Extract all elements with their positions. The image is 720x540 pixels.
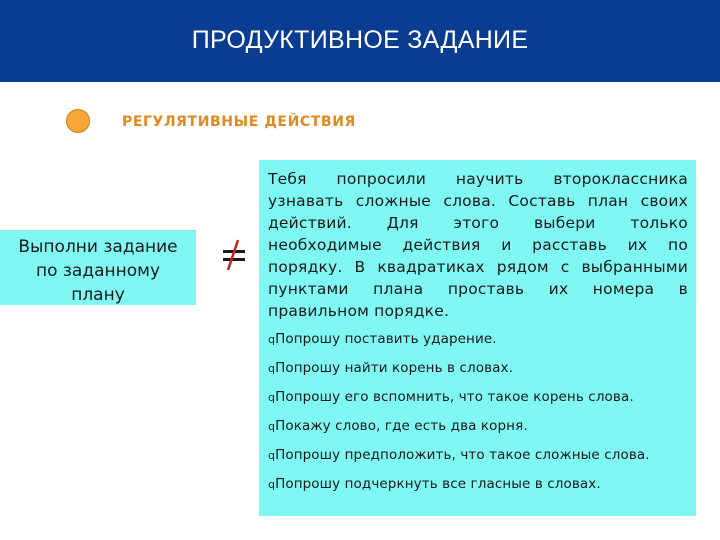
option-label: Покажу слово, где есть два корня.: [275, 418, 528, 434]
page-title: ПРОДУКТИВНОЕ ЗАДАНИЕ: [191, 26, 529, 54]
checkbox-bullet-icon: q: [268, 420, 276, 433]
instruction-line-1: Выполни задание: [18, 237, 178, 257]
option-item[interactable]: [268, 359, 688, 378]
option-item[interactable]: [268, 446, 688, 465]
checkbox-bullet-icon: q: [268, 478, 276, 491]
instruction-box: [0, 230, 196, 305]
checkbox-bullet-icon: q: [268, 333, 276, 346]
header-bar: [0, 0, 720, 82]
option-label: Попрошу его вспомнить, что такое корень слова.: [275, 389, 634, 405]
checkbox-bullet-icon: q: [268, 449, 276, 462]
option-label: Попрошу найти корень в словах.: [275, 360, 514, 376]
task-box: [259, 160, 696, 516]
section-title: РЕГУЛЯТИВНЫЕ ДЕЙСТВИЯ: [122, 114, 356, 130]
option-item[interactable]: [268, 388, 688, 407]
not-equal-icon: [219, 238, 249, 272]
option-label: Попрошу подчеркнуть все гласные в словах.: [275, 476, 601, 492]
task-text: Тебя попросили научить второклассника узнавать сложные слова. Составь план своих действий. Для этого выбери только необходимые действия и расставь их по порядку. В квадратиках рядом с выбранными пунктами плана проставь их номера в правильном порядке.: [268, 170, 688, 320]
orange-circle-icon: [66, 109, 90, 133]
checkbox-bullet-icon: q: [268, 362, 276, 375]
option-item[interactable]: [268, 475, 688, 494]
options-list: [268, 330, 688, 494]
checkbox-bullet-icon: q: [268, 391, 276, 404]
instruction-line-2: по заданному: [35, 261, 161, 281]
instruction-line-3: плану: [71, 285, 125, 305]
option-item[interactable]: [268, 417, 688, 436]
option-label: Попрошу поставить ударение.: [275, 331, 497, 347]
option-item[interactable]: [268, 330, 688, 349]
option-label: Попрошу предположить, что такое сложные слова.: [275, 447, 650, 463]
